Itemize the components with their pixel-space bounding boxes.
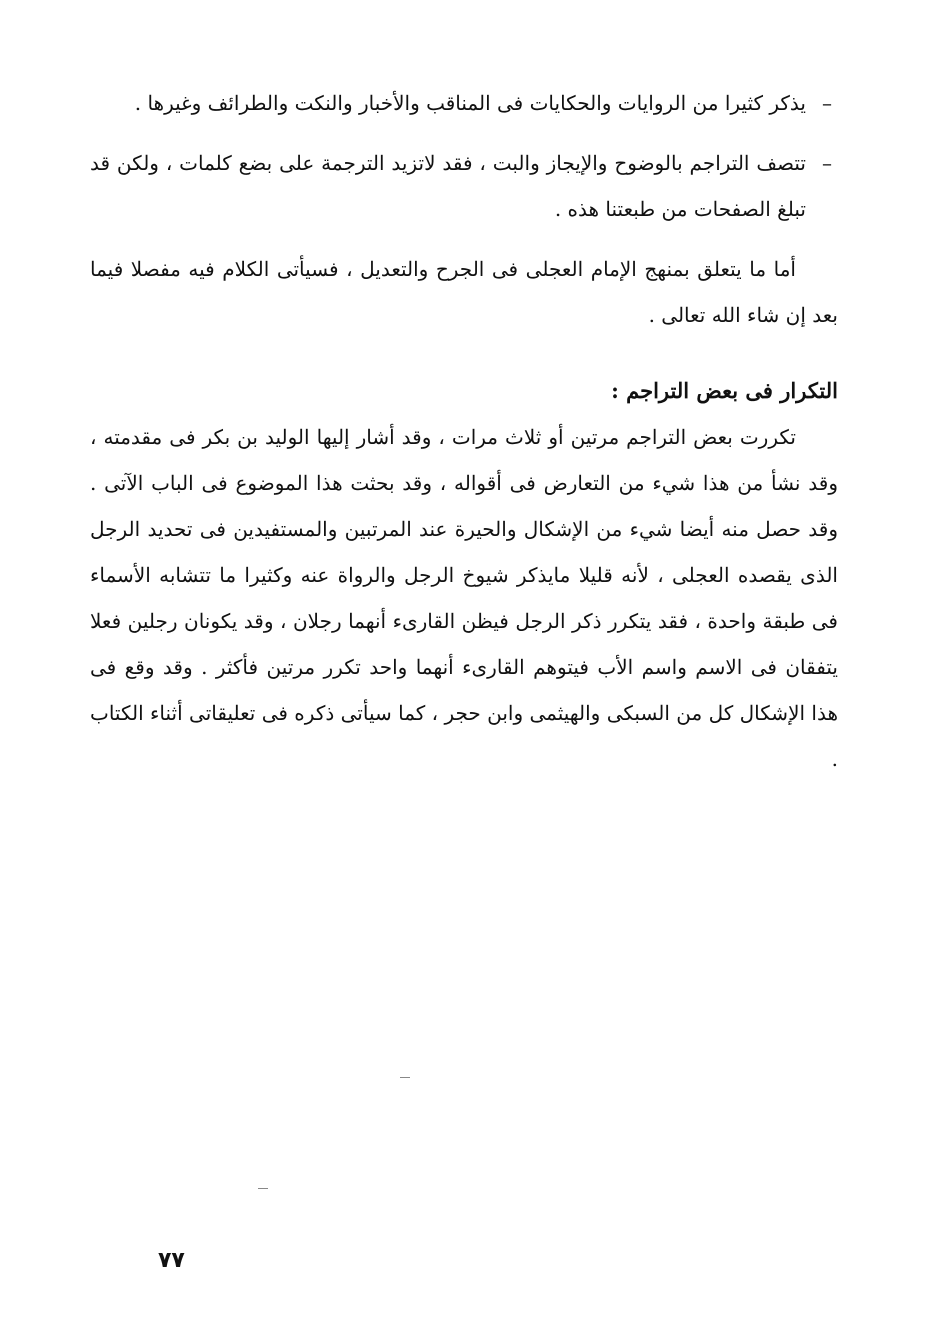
bullet-text: يذكر كثيرا من الروايات والحكايات فى المناقب والأخبار والنكت والطرائف وغيرها . bbox=[134, 91, 806, 115]
bullet-text: تتصف التراجم بالوضوح والإيجاز والبت ، فقد لاتزيد الترجمة على بضع كلمات ، ولكن قد تبلغ الصفحات من طبعتنا هذه . bbox=[90, 151, 806, 221]
section-paragraph: تكررت بعض التراجم مرتين أو ثلاث مرات ، وقد أشار إليها الوليد بن بكر فى مقدمته ، وقد نشأ من هذا شيء من التعارض فى أقواله ، وقد بحثت هذا الموضوع فى الباب الآتى . وقد حصل منه أيضا شيء من الإشكال والحيرة عند المرتبين والمستفيدين فى تحديد الرجل الذى يقصده العجلى ، لأنه قليلا مايذكر شيوخ الرجل والرواة عنه وكثيرا ما تتشابه الأسماء فى طبقة واحدة ، فقد يتكرر ذكر الرجل فيظن القارىء أنهما رجلان ، وقد يكونان رجلين فعلا يتفقان فى الاسم واسم الأب فيتوهم القارىء أنهما واحد تكرر مرتين فأكثر . وقد وقع فى هذا الإشكال كل من السبكى والهيثمى وابن حجر ، كما سيأتى ذكره فى تعليقاتى أثناء الكتاب . bbox=[90, 425, 839, 771]
section-heading: التكرار فى بعض التراجم : bbox=[611, 378, 838, 403]
bullet-item bbox=[90, 140, 838, 232]
scan-speck bbox=[258, 1188, 268, 1189]
scan-speck bbox=[400, 1077, 410, 1078]
bullet-item bbox=[90, 80, 838, 126]
intro-paragraph: أما ما يتعلق بمنهج الإمام العجلى فى الجرح والتعديل ، فسيأتى الكلام فيه مفصلا فيما بعد إن شاء الله تعالى . bbox=[90, 257, 838, 327]
page-number: ٧٧ bbox=[158, 1248, 185, 1273]
page-body bbox=[90, 80, 838, 782]
bullet-dash: – bbox=[822, 91, 832, 115]
bullet-dash: – bbox=[822, 151, 832, 175]
